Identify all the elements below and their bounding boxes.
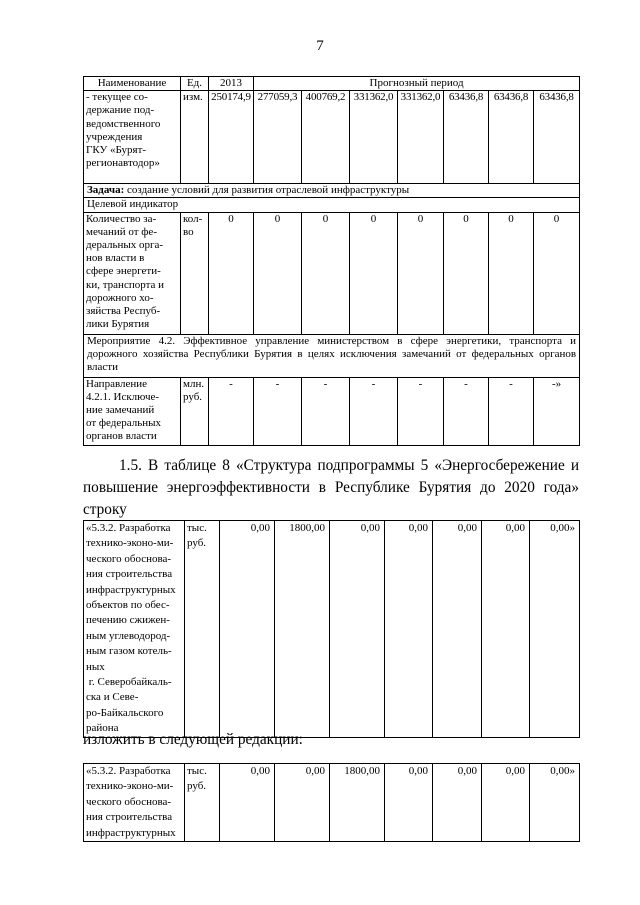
cell-line: ных	[86, 660, 105, 673]
cell-line: учреждения	[86, 130, 143, 143]
cell-line: инфраструктурных	[86, 583, 176, 596]
paragraph-text: 1.5. В таблице 8 «Структура подпрограммы 5 «Энергосбережение и повышение энергоэффективности в Республике Бурятия до 2020 года» строку	[83, 457, 579, 518]
value-cell: 0,00	[433, 521, 482, 738]
row-name	[84, 764, 185, 842]
cell-line: сфере энергети-	[86, 265, 161, 278]
page-number: 7	[316, 38, 324, 54]
value-cell: 0,00»	[530, 764, 580, 842]
header-forecast: Прогнозный период	[254, 77, 580, 91]
cell-line: кол-	[183, 212, 203, 225]
value-cell: 63436,8	[444, 91, 489, 184]
row-unit	[181, 377, 209, 445]
row-name	[84, 377, 181, 445]
task-label: Задача:	[87, 184, 125, 197]
cell-line: Количество за-	[86, 212, 157, 225]
value-cell: 0	[302, 212, 350, 334]
cell-line: ние замечаний	[86, 404, 155, 417]
value-cell: 277059,3	[254, 91, 302, 184]
value-cell: 0	[254, 212, 302, 334]
indicator-cell: Целевой индикатор	[84, 198, 580, 212]
indicator-row	[84, 198, 580, 212]
cell-line: мечаний от фе-	[86, 225, 157, 238]
value-cell: 63436,8	[489, 91, 534, 184]
cell-line: ро-Байкальского	[86, 706, 164, 719]
row-unit	[181, 212, 209, 334]
cell-line: ния строительства	[86, 568, 173, 581]
cell-line: 4.2.1. Исключе-	[86, 390, 160, 403]
value-cell: 0,00	[220, 521, 275, 738]
value-cell: 0,00	[220, 764, 275, 842]
cell-line: регионавтодор»	[86, 157, 160, 170]
task-text: создание условий для развития отраслевой инфраструктуры	[124, 184, 410, 197]
cell-line: объектов по обес-	[86, 599, 170, 612]
table-header-row	[84, 77, 580, 91]
cell-line: ска и Севе-	[86, 691, 139, 704]
cell-line: ческого обоснова-	[86, 552, 172, 565]
row-unit: изм.	[181, 91, 209, 184]
measure-row	[84, 334, 580, 377]
value-cell: -	[444, 377, 489, 445]
cell-line: деральных орга-	[86, 239, 164, 252]
value-cell: -	[254, 377, 302, 445]
value-cell: 0	[444, 212, 489, 334]
cell-line: печению сжижен-	[86, 614, 170, 627]
row-unit	[185, 521, 220, 738]
statement-text: изложить в следующей редакции:	[83, 731, 303, 748]
value-cell: 331362,0	[350, 91, 398, 184]
value-cell: 0,00	[385, 521, 433, 738]
task-row	[84, 184, 580, 198]
cell-line: Направление	[86, 377, 148, 390]
value-cell: 0	[350, 212, 398, 334]
value-cell: -	[489, 377, 534, 445]
cell-line: «5.3.2. Разработка	[86, 765, 171, 777]
row-name	[84, 91, 181, 184]
value-cell: 250174,9	[209, 91, 254, 184]
value-cell: 400769,2	[302, 91, 350, 184]
value-cell: 0,00	[482, 521, 530, 738]
cell-line: инфраструктурных	[86, 826, 176, 839]
value-cell: 0	[398, 212, 444, 334]
value-cell: -	[398, 377, 444, 445]
cell-line: нов власти в	[86, 252, 145, 265]
row-name	[84, 212, 181, 334]
row-name	[84, 521, 185, 738]
value-cell: 63436,8	[534, 91, 580, 184]
cell-line: руб.	[187, 537, 207, 550]
cell-line: ным углеводород-	[86, 629, 171, 642]
cell-line: ки, транспорта и	[86, 278, 165, 291]
task-cell	[84, 184, 580, 198]
cell-line: тыс.	[187, 765, 207, 777]
cell-line: руб.	[183, 390, 203, 403]
cell-line: тыс.	[187, 522, 207, 534]
value-cell: 0,00	[275, 764, 330, 842]
cell-line: технико-эконо-ми-	[86, 780, 174, 793]
cell-line: руб.	[187, 780, 207, 793]
value-cell: 0,00	[433, 764, 482, 842]
forecast-table	[83, 76, 580, 446]
value-cell: 0,00	[482, 764, 530, 842]
cell-line: держание под-	[86, 104, 155, 117]
value-cell: 0,00	[330, 521, 385, 738]
header-name: Наименование	[84, 77, 181, 91]
cell-line: органов власти	[86, 430, 157, 443]
cell-line: ведомственного	[86, 117, 161, 130]
cell-line: дорожного хо-	[86, 291, 154, 304]
cell-line: технико-эконо-ми-	[86, 537, 174, 550]
cell-line: лики Бурятия	[86, 318, 150, 331]
table-row	[84, 764, 580, 842]
old-row-table	[83, 520, 580, 738]
table-row-remarks	[84, 212, 580, 334]
cell-line: ния строительства	[86, 811, 173, 824]
value-cell: -»	[534, 377, 580, 445]
value-cell: 1800,00	[275, 521, 330, 738]
new-row-table	[83, 763, 580, 842]
cell-line: млн.	[183, 377, 205, 390]
value-cell: 1800,00	[330, 764, 385, 842]
value-cell: 0	[209, 212, 254, 334]
value-cell: -	[350, 377, 398, 445]
cell-line: во	[183, 225, 194, 238]
cell-line: - текущее со-	[86, 91, 148, 104]
header-unit: Ед.	[181, 77, 209, 91]
value-cell: 331362,0	[398, 91, 444, 184]
cell-line: г. Северобайкаль-	[86, 676, 172, 689]
value-cell: 0	[534, 212, 580, 334]
table-row-current	[84, 91, 580, 184]
amendment-paragraph	[83, 455, 579, 521]
cell-line: «5.3.2. Разработка	[86, 522, 171, 534]
value-cell: 0	[489, 212, 534, 334]
measure-cell: Мероприятие 4.2. Эффективное управление министерством в сфере энергетики, транспорта и дорожного хозяйства Республики Бурятия в целях исключения замечаний от федеральных органов власти	[84, 334, 580, 377]
table-row-direction	[84, 377, 580, 445]
value-cell: 0,00	[385, 764, 433, 842]
table-row	[84, 521, 580, 738]
cell-line: ческого обоснова-	[86, 795, 172, 808]
row-unit	[185, 764, 220, 842]
value-cell: -	[209, 377, 254, 445]
cell-line: зяйства Респуб-	[86, 305, 161, 318]
cell-line: ным газом котель-	[86, 645, 172, 658]
cell-line: района	[86, 722, 119, 735]
value-cell: -	[302, 377, 350, 445]
cell-line: от федеральных	[86, 417, 162, 430]
header-year: 2013	[209, 77, 254, 91]
value-cell: 0,00»	[530, 521, 580, 738]
cell-line: ГКУ «Бурят-	[86, 144, 147, 157]
